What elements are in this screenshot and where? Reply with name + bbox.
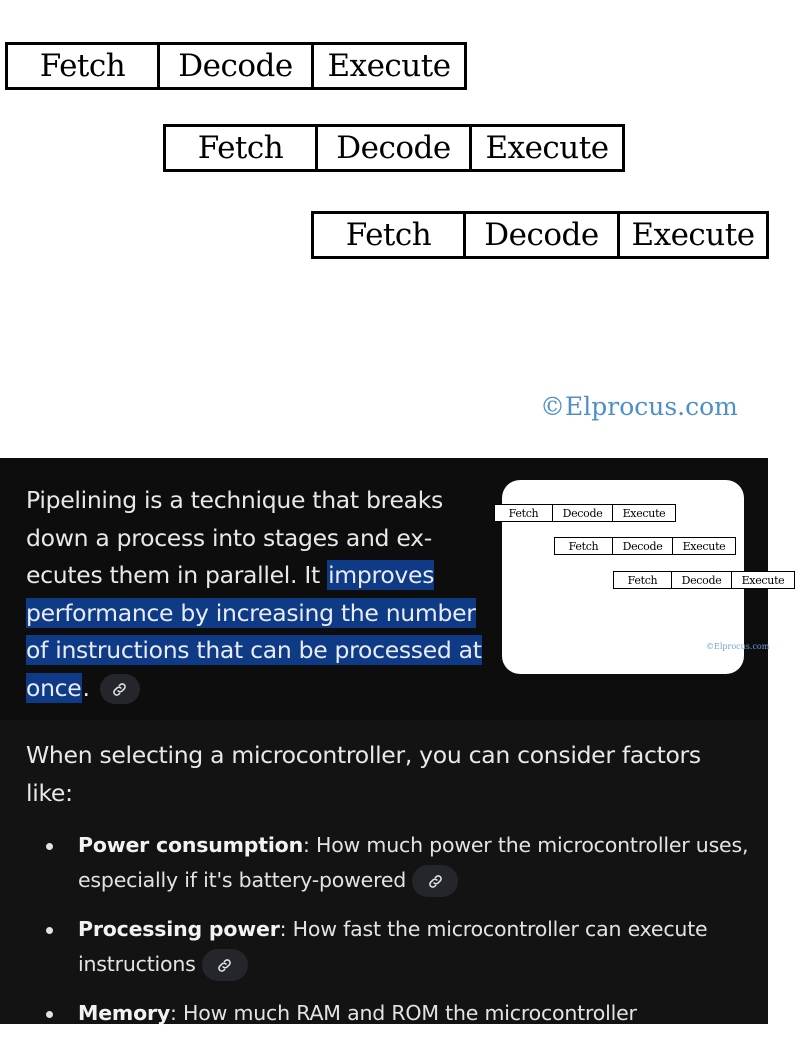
source-thumbnail-image[interactable] — [502, 480, 785, 674]
factor-text: : How fast the microcontroller can execute instructions — [78, 917, 708, 976]
copyright-text: ©Elprocus.com — [540, 392, 738, 421]
thumb-row-2 — [554, 537, 736, 555]
factor-title: Power consumption — [78, 833, 303, 857]
thumb-stage-decode: Decode — [553, 505, 613, 521]
stage-decode: Decode — [318, 127, 472, 169]
list-item — [26, 912, 756, 982]
factors-intro: When selecting a microcontroller, you can consider factors like: — [26, 741, 701, 807]
factor-text: : How much RAM and ROM the microcontroller — [170, 1001, 637, 1025]
thumb-stage-fetch: Fetch — [614, 572, 672, 588]
factors-list — [26, 828, 756, 1045]
pipeline-row-3 — [311, 211, 769, 259]
stage-fetch: Fetch — [166, 127, 318, 169]
thumb-stage-fetch: Fetch — [495, 505, 553, 521]
factor-title: Memory — [78, 1001, 171, 1025]
pipeline-row-1 — [5, 42, 467, 90]
thumb-copyright: ©Elprocus.com — [706, 642, 770, 651]
factor-title: Processing power — [78, 917, 280, 941]
stage-fetch: Fetch — [314, 214, 466, 256]
list-item — [26, 996, 756, 1031]
thumb-row-3 — [613, 571, 795, 589]
thumb-stage-execute: Execute — [622, 506, 666, 520]
link-icon — [216, 957, 233, 974]
source-link-button[interactable] — [412, 865, 458, 897]
thumb-stage-fetch: Fetch — [555, 538, 613, 554]
factor-text: : How much power the microcontroller uses, especially if it's battery-powered — [78, 833, 749, 892]
thumb-stage-execute: Execute — [741, 573, 785, 587]
stage-decode: Decode — [466, 214, 620, 256]
thumb-stage-execute: Execute — [682, 539, 726, 553]
bullet-icon — [46, 927, 53, 934]
pipeline-diagram-image — [0, 0, 768, 458]
link-icon — [111, 681, 128, 698]
link-icon — [427, 873, 444, 890]
source-link-button[interactable] — [100, 674, 140, 704]
stage-execute: Execute — [485, 130, 609, 166]
summary-text: Pipelining is a technique that breaks down a process into stages and ex-ecutes them in parallel. It — [26, 486, 443, 589]
stage-execute: Execute — [327, 48, 451, 84]
bullet-icon — [46, 1011, 53, 1018]
thumb-row-1 — [494, 504, 676, 522]
bullet-icon — [46, 843, 53, 850]
stage-execute: Execute — [631, 217, 755, 253]
thumb-stage-decode: Decode — [613, 538, 673, 554]
summary-period: . — [82, 673, 90, 702]
thumb-stage-decode: Decode — [672, 572, 732, 588]
stage-decode: Decode — [160, 45, 314, 87]
stage-fetch: Fetch — [8, 45, 160, 87]
highlighted-text[interactable]: improves performance by increasing the number of instructions that can be processed at once — [26, 561, 482, 702]
source-link-button[interactable] — [202, 949, 248, 981]
pipelining-summary — [26, 482, 486, 707]
pipeline-row-2 — [163, 124, 625, 172]
list-item — [26, 828, 756, 898]
ai-answer-panel — [0, 458, 785, 1025]
